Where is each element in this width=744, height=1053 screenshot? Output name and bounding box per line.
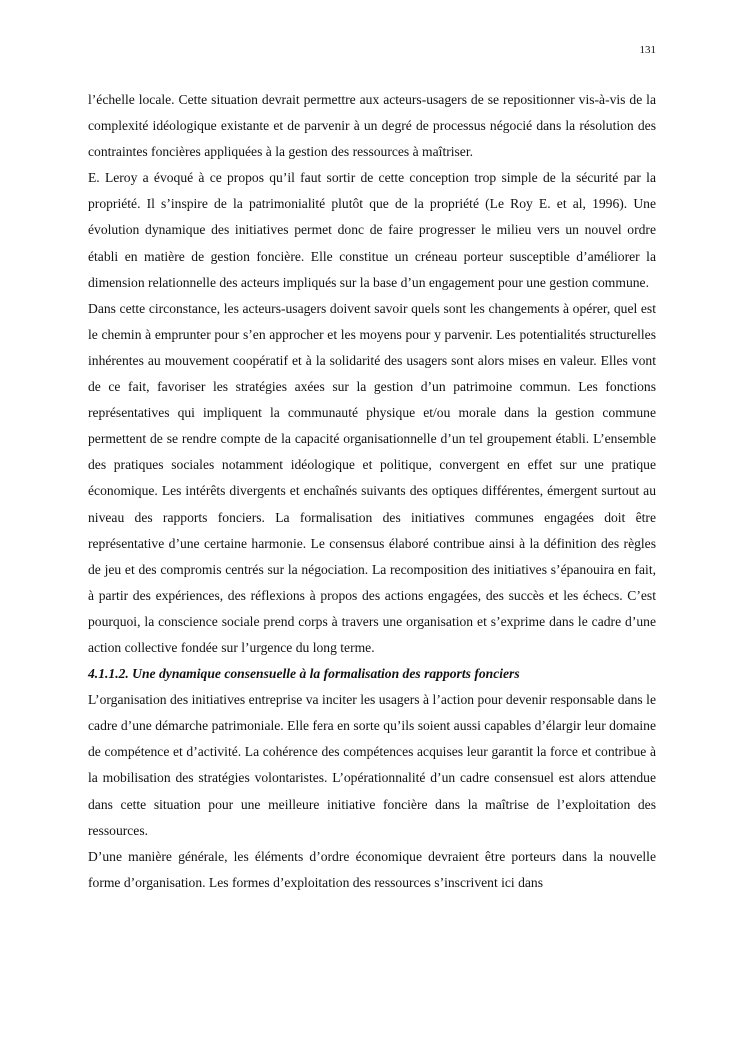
paragraph-continuation: l’échelle locale. Cette situation devrait permettre aux acteurs-usagers de se repositionner vis-à-vis de la complexité idéologique existante et de parvenir à un degré de processus négocié dans la résolution des contraintes foncières appliquées à la gestion des ressources à maîtriser. [88, 92, 656, 160]
paragraph-economic-elements: D’une manière générale, les éléments d’ordre économique devraient être porteurs dans la nouvelle forme d’organisation. Les formes d’exploitation des ressources s’inscrivent ici dans [88, 848, 656, 890]
paragraph-leroy-citation: E. Leroy a évoqué à ce propos qu’il faut sortir de cette conception trop simple de la sécurité par la propriété. Il s’inspire de la patrimonialité plutôt que de la propriété (Le Roy E. et al, 1996). Une évolution dynamique des initiatives permet donc de faire progresser le milieu vers un nouvel ordre établi en matière de gestion foncière. Elle constitue un créneau porteur susceptible d’améliorer la dimension relationnelle des acteurs impliqués sur la base d’un engagement pour une gestion commune. [88, 170, 656, 290]
paragraph-organisation: L’organisation des initiatives entreprise va inciter les usagers à l’action pour devenir responsable dans le cadre d’une démarche patrimoniale. Elle fera en sorte qu’ils soient aussi capables d’élargir leur domaine de compétence et d’activité. La cohérence des compétences acquises leur garantit la force et contribue à la mobilisation des stratégies volontaristes. L’opérationnalité d’un cadre consensuel est alors attendue dans cette situation pour une meilleure initiative foncière dans la maîtrise de l’exploitation des ressources. [88, 692, 656, 838]
paragraph-circumstance: Dans cette circonstance, les acteurs-usagers doivent savoir quels sont les changements à opérer, quel est le chemin à emprunter pour s’en approcher et les moyens pour y parvenir. Les potentialités structurelles inhérentes au mouvement coopératif et à la solidarité des usagers sont alors mises en valeur. Elles vont de ce fait, favoriser les stratégies axées sur la gestion d’un patrimoine commun. Les fonctions représentatives qui impliquent la communauté physique et/ou morale dans la gestion commune permettent de se rendre compte de la capacité organisationnelle d’un tel groupement établi. L’ensemble des pratiques sociales notamment idéologique et politique, convergent en effet sur une pratique économique. Les intérêts divergents et enchaînés suivants des optiques différentes, émergent surtout au niveau des rapports fonciers. La formalisation des initiatives communes engagées doit être représentative d’une certaine harmonie. Le consensus élaboré contribue ainsi à la définition des règles de jeu et des compromis centrés sur la négociation. La recomposition des initiatives s’épanouira en fait, à partir des expériences, des réflexions à propos des actions engagées, des succès et les échecs. C’est pourquoi, la conscience sociale prend corps à travers une organisation et s’exprime dans le cadre d’une action collective fondée sur l’urgence du long terme. [88, 300, 656, 655]
page-number: 131 [639, 44, 656, 56]
document-body [88, 87, 656, 896]
section-heading: 4.1.1.2. Une dynamique consensuelle à la formalisation des rapports fonciers [88, 666, 520, 682]
